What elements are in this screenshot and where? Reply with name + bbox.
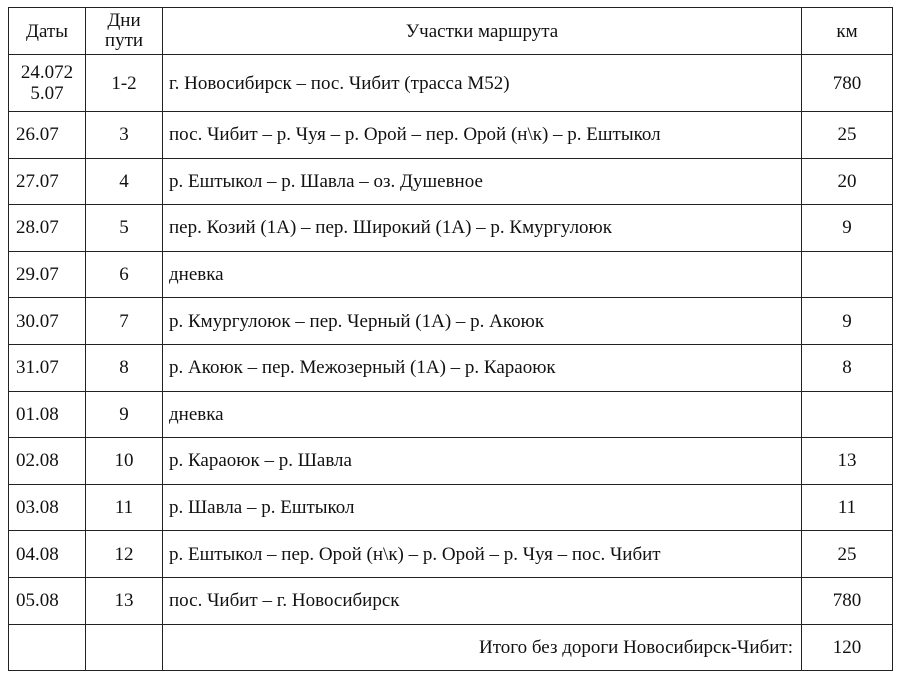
route-cell: р. Шавла – р. Ештыкол bbox=[163, 484, 802, 531]
header-days-line1: Дни bbox=[107, 10, 141, 31]
header-km: км bbox=[802, 8, 893, 55]
table-row bbox=[9, 484, 893, 531]
header-segments: Участки маршрута bbox=[163, 8, 802, 55]
km-cell: 9 bbox=[802, 205, 893, 252]
days-cell: 6 bbox=[86, 251, 163, 298]
date-cell: 01.08 bbox=[9, 391, 86, 438]
date-line1: 24.072 bbox=[20, 62, 74, 83]
header-dates: Даты bbox=[9, 8, 86, 55]
days-cell: 12 bbox=[86, 531, 163, 578]
days-cell: 11 bbox=[86, 484, 163, 531]
total-empty-date bbox=[9, 624, 86, 671]
route-cell: г. Новосибирск – пос. Чибит (трасса М52) bbox=[163, 55, 802, 112]
total-row bbox=[9, 624, 893, 671]
km-cell: 8 bbox=[802, 344, 893, 391]
date-cell: 26.07 bbox=[9, 112, 86, 159]
km-cell bbox=[802, 251, 893, 298]
route-cell: р. Ештыкол – пер. Орой (н\к) – р. Орой – р. Чуя – пос. Чибит bbox=[163, 531, 802, 578]
header-days-line2: пути bbox=[104, 30, 144, 51]
km-cell: 25 bbox=[802, 112, 893, 159]
route-cell: р. Ештыкол – р. Шавла – оз. Душевное bbox=[163, 158, 802, 205]
date-cell bbox=[9, 55, 86, 112]
days-cell: 3 bbox=[86, 112, 163, 159]
date-cell: 31.07 bbox=[9, 344, 86, 391]
date-cell: 03.08 bbox=[9, 484, 86, 531]
table-row bbox=[9, 438, 893, 485]
days-cell: 8 bbox=[86, 344, 163, 391]
route-cell: р. Караоюк – р. Шавла bbox=[163, 438, 802, 485]
header-row bbox=[9, 8, 893, 55]
route-cell: р. Кмургулоюк – пер. Черный (1А) – р. Акоюк bbox=[163, 298, 802, 345]
route-cell: пер. Козий (1А) – пер. Широкий (1А) – р. Кмургулоюк bbox=[163, 205, 802, 252]
days-cell: 4 bbox=[86, 158, 163, 205]
km-cell: 13 bbox=[802, 438, 893, 485]
days-cell: 5 bbox=[86, 205, 163, 252]
days-cell: 13 bbox=[86, 577, 163, 624]
days-cell: 1-2 bbox=[86, 55, 163, 112]
date-line2: 5.07 bbox=[30, 83, 64, 104]
route-cell: пос. Чибит – р. Чуя – р. Орой – пер. Орой (н\к) – р. Ештыкол bbox=[163, 112, 802, 159]
table-row bbox=[9, 112, 893, 159]
km-cell: 780 bbox=[802, 55, 893, 112]
days-cell: 7 bbox=[86, 298, 163, 345]
km-cell: 20 bbox=[802, 158, 893, 205]
route-table bbox=[8, 7, 893, 671]
total-label: Итого без дороги Новосибирск-Чибит: bbox=[163, 624, 802, 671]
header-days bbox=[86, 8, 163, 55]
table-row bbox=[9, 344, 893, 391]
date-cell: 04.08 bbox=[9, 531, 86, 578]
table-row bbox=[9, 577, 893, 624]
table-row bbox=[9, 158, 893, 205]
km-cell: 780 bbox=[802, 577, 893, 624]
km-cell: 25 bbox=[802, 531, 893, 578]
km-cell bbox=[802, 391, 893, 438]
date-cell: 05.08 bbox=[9, 577, 86, 624]
date-cell: 29.07 bbox=[9, 251, 86, 298]
date-cell: 30.07 bbox=[9, 298, 86, 345]
table-row bbox=[9, 205, 893, 252]
days-cell: 9 bbox=[86, 391, 163, 438]
table-row bbox=[9, 298, 893, 345]
table-row bbox=[9, 531, 893, 578]
route-cell: дневка bbox=[163, 391, 802, 438]
route-cell: пос. Чибит – г. Новосибирск bbox=[163, 577, 802, 624]
table-row bbox=[9, 251, 893, 298]
table-row bbox=[9, 55, 893, 112]
date-cell: 28.07 bbox=[9, 205, 86, 252]
days-cell: 10 bbox=[86, 438, 163, 485]
route-cell: р. Акоюк – пер. Межозерный (1А) – р. Караоюк bbox=[163, 344, 802, 391]
table-row bbox=[9, 391, 893, 438]
date-cell: 27.07 bbox=[9, 158, 86, 205]
total-empty-days bbox=[86, 624, 163, 671]
km-cell: 9 bbox=[802, 298, 893, 345]
route-cell: дневка bbox=[163, 251, 802, 298]
km-cell: 11 bbox=[802, 484, 893, 531]
total-km: 120 bbox=[802, 624, 893, 671]
date-cell: 02.08 bbox=[9, 438, 86, 485]
